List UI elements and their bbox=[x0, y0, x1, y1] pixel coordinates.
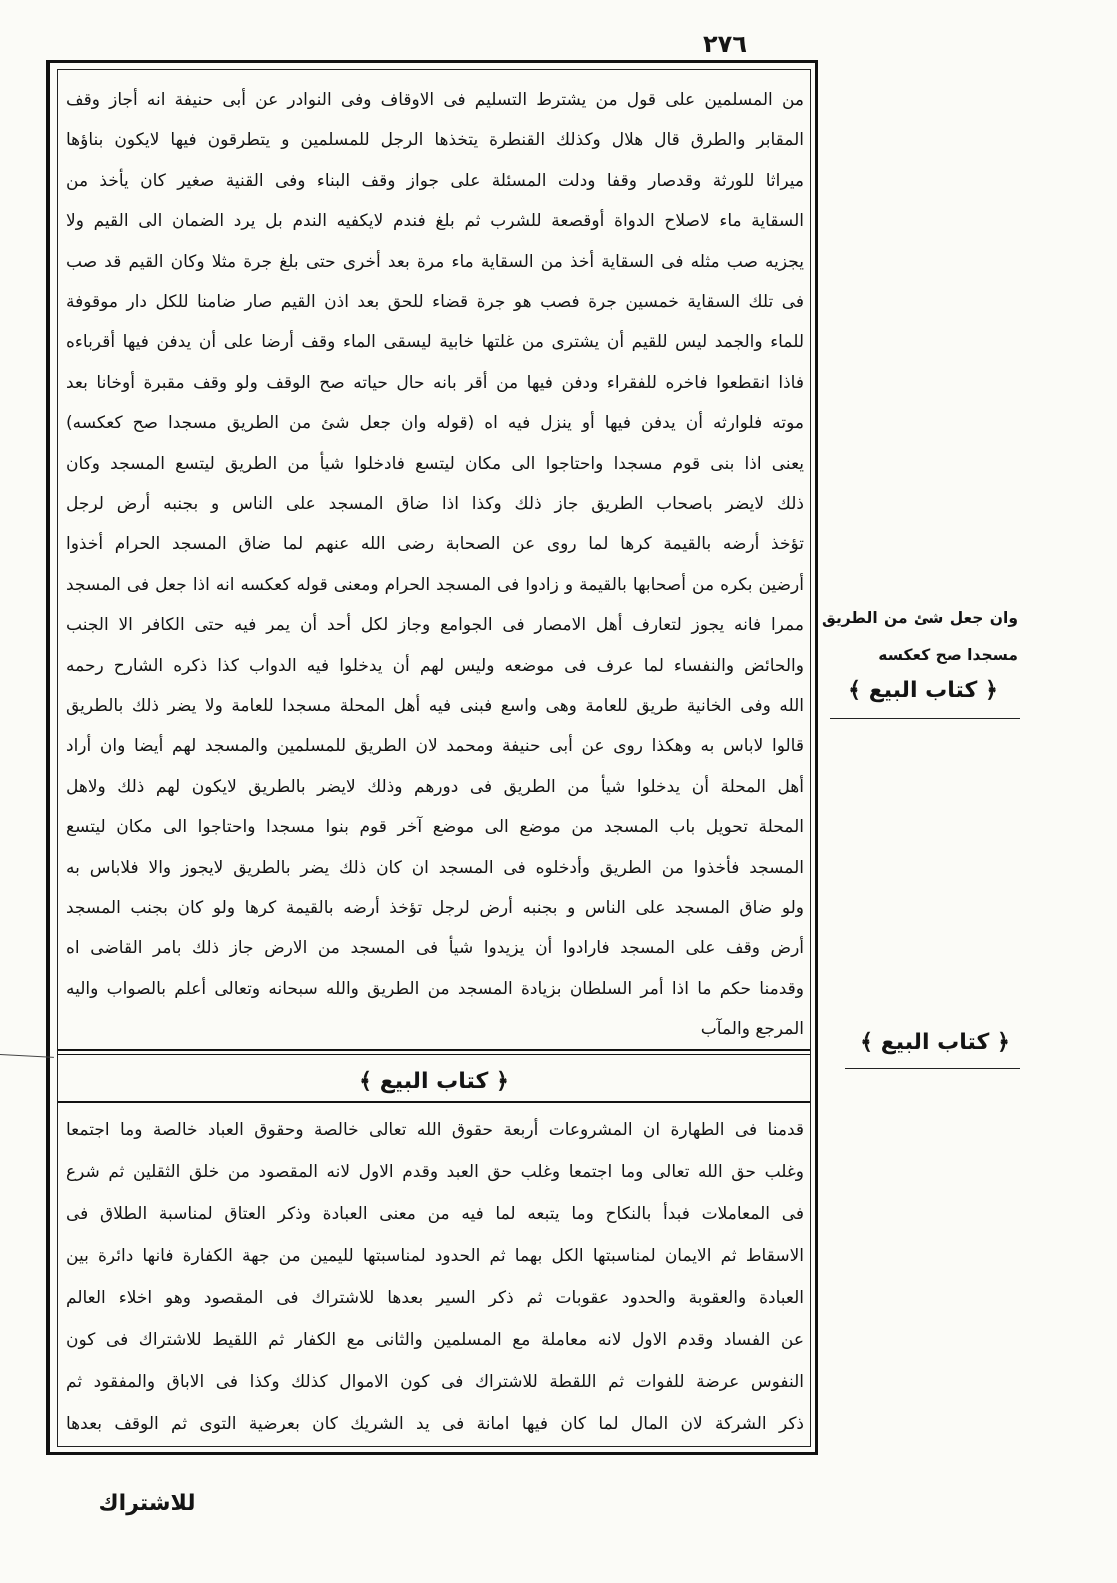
commentary-line-15: والحائض والنفساء لما عرف فى موضعه وليس لهم أن يدخلوا فيه الدواب كذا ذكره الشارح رحمه bbox=[66, 656, 804, 676]
commentary-line-22: أرض وقف على المسجد فارادوا أن يزيدوا شيأ فى المسجد من الارض جاز ذلك بامر القاضى اه bbox=[66, 938, 804, 958]
commentary-line-24: المرجع والمآب bbox=[700, 1019, 804, 1039]
commentary-line-18: أهل المحلة أن يدخلوا شيأ من الطريق فى دورهم وذلك لايضر بالطريق لايكون لهم ذلك ولاهل bbox=[66, 777, 804, 797]
section-divider-single bbox=[58, 1101, 810, 1103]
margin-note-line-1: وان جعل شئ من الطريق bbox=[822, 609, 1018, 627]
section-line-7: النفوس عرضة للفوات ثم اللقطة للاشتراك فى كون الاموال كذلك وكذا فى الاباق والمفقود ثم bbox=[66, 1372, 804, 1392]
commentary-line-20: المسجد فأخذوا من الطريق وأدخلوه فى المسجد ان كان ذلك يضر بالطريق لايجوز والا فلاباس به bbox=[66, 858, 804, 878]
margin-note-line-2: مسجدا صح كعكسه bbox=[878, 646, 1018, 664]
commentary-line-9: موته فلوارثه أن يدفن فيها أو ينزل فيه اه (قوله وان جعل شئ من الطريق مسجدا صح كعكسه) bbox=[66, 413, 804, 433]
commentary-line-4: السقاية ماء لاصلاح الدواة أوقصعة للشرب ثم بلغ فندم لايكفيه الندم بل يرد الضمان الى القيم ولا bbox=[66, 211, 804, 231]
commentary-line-2: المقابر والطرق قال هلال وكذلك القنطرة يتخذها الرجل للمسلمين و يتطرقون فيها لايكون بناؤها bbox=[66, 130, 804, 150]
section-line-6: عن الفساد وقدم الاول لانه معاملة مع المسلمين والثانى مع الكفار ثم اللقيط للاشتراك فى كون bbox=[66, 1330, 804, 1350]
commentary-line-1: من المسلمين على قول من يشترط التسليم فى الاوقاف وفى النوادر عن أبى حنيفة انه أجاز وقف bbox=[66, 90, 804, 110]
section-line-8: ذكر الشركة لان المال لما كان فيها امانة فى يد الشريك كان بعرضية التوى ثم الوقف بعدها bbox=[66, 1414, 804, 1434]
commentary-line-8: فاذا انقطعوا فاخره للفقراء ودفن فيها من أقر بانه حال حياته صح الوقف ولو وقف مقبرة أوخانا بعد bbox=[66, 373, 804, 393]
commentary-line-23: وقدمنا حكم ما اذا أمر السلطان بزيادة المسجد من الطريق والله سبحانه وتعالى أعلم بالصواب واليه bbox=[66, 979, 804, 999]
margin-heading-lower: ﴿ كتاب البيع ﴾ bbox=[860, 1030, 1010, 1055]
commentary-line-13: أرضين بكره من أصحابها بالقيمة و زادوا فى المسجد الحرام ومعنى قوله كعكسه انه اذا جعل فى المسجد bbox=[66, 575, 804, 595]
page-number: ٢٧٦ bbox=[703, 30, 747, 58]
catchword: للاشتراك bbox=[98, 1491, 196, 1516]
commentary-line-6: فى تلك السقاية خمسين جرة فصب هو جرة قضاء للحق بعد اذن القيم صار ضامنا للكل دار موقوفة bbox=[66, 292, 804, 312]
commentary-line-17: قالوا لاباس به وهكذا روى عن أبى حنيفة ومحمد لان الطريق للمسلمين والمسجد لهم أيضا وان أراد bbox=[66, 736, 804, 756]
commentary-line-3: ميراثا للورثة وقدصار وقفا ودلت المسئلة على جواز وقف البناء وفى القنية صغير كان يأخذ من bbox=[66, 171, 804, 191]
margin-rule-upper bbox=[830, 718, 1020, 719]
section-heading: ﴿ كتاب البيع ﴾ bbox=[359, 1069, 509, 1094]
commentary-line-7: للماء والجمد ليس للقيم أن يشترى من غلتها خابية ليسقى الماء وقف أرضا على أن يدفن فيها أقرباءه bbox=[66, 332, 804, 352]
section-line-3: فى المعاملات فبدأ بالنكاح وما يتبعه لما فيه من معنى العبادة وذكر العتاق لمناسبة الطلاق فى bbox=[66, 1204, 804, 1224]
commentary-line-14: ممرا فانه يجوز لتعارف أهل الامصار فى الجوامع وجاز لكل أحد أن يمر فيه حتى الكافر الا الجنب bbox=[66, 615, 804, 635]
commentary-line-19: المحلة تحويل باب المسجد من موضع الى موضع آخر قوم بنوا مسجدا واحتاجوا الى مكان ليتسع bbox=[66, 817, 804, 837]
commentary-line-21: ولو ضاق المسجد على الناس و بجنبه أرض لرجل تؤخذ أرضه بالقيمة كرها ولو كان بجنب المسجد bbox=[66, 898, 804, 918]
section-line-1: قدمنا فى الطهارة ان المشروعات أربعة حقوق الله تعالى خالصة وحقوق العباد خالصة وما اجتمعا bbox=[66, 1120, 804, 1140]
section-line-5: العبادة والعقوبة والحدود عقوبات ثم ذكر السير بعدها للاشتراك فى المقصود وهو اخلاء العالم bbox=[66, 1288, 804, 1308]
section-line-4: الاسقاط ثم الايمان لمناسبتها الكل بهما ثم الحدود لمناسبتها لليمين من جهة الكفارة فانها دائرة بين bbox=[66, 1246, 804, 1266]
commentary-line-11: ذلك لايضر باصحاب الطريق جاز ذلك وكذا اذا ضاق المسجد على الناس و بجنبه أرض لرجل bbox=[66, 494, 804, 514]
commentary-line-16: الله وفى الخانية طريق للعامة وهى واسع فبنى فيه أهل المحلة مسجدا للعامة ولا يضر ذلك بالطريق bbox=[66, 696, 804, 716]
section-line-2: وغلب حق الله تعالى وما اجتمعا وغلب حق العبد وقدم الاول لانه المقصود من خلق الثقلين ثم شرع bbox=[66, 1162, 804, 1182]
commentary-line-5: يجزيه صب مثله فى السقاية أخذ من السقاية ماء مرة بعد أخرى حتى بلغ جرة مثلا وكان القيم قد صب bbox=[66, 252, 804, 272]
margin-heading-upper: ﴿ كتاب البيع ﴾ bbox=[848, 678, 998, 703]
commentary-line-10: يعنى اذا بنى قوم مسجدا واحتاجوا الى مكان ليتسع فادخلوا شيأ من الطريق ليتسع المسجد وكان bbox=[66, 454, 804, 474]
margin-rule-lower bbox=[845, 1068, 1020, 1069]
section-divider-double bbox=[58, 1049, 810, 1055]
commentary-line-12: تؤخذ أرضه بالقيمة كرها لما روى عن الصحابة رضى الله عنهم لما ضاق المسجد الحرام أخذوا bbox=[66, 534, 804, 554]
